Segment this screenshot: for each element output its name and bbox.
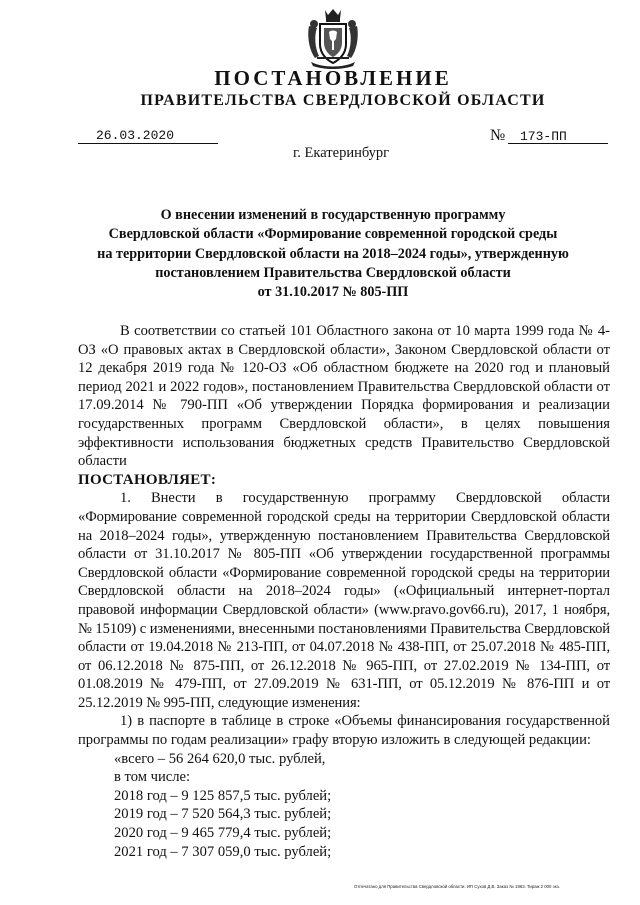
heading-line: постановлением Правительства Свердловской области [155,264,511,281]
print-note: Отпечатано для Правительства Свердловской области. ИП Сухов Д.В. Заказ № 1963. Тираж 2 000 экз. [354,884,560,889]
decree-number: 173-ПП [508,130,608,144]
city-name: г. Екатеринбург [293,145,390,161]
funding-line: 2021 год – 7 307 059,0 тыс. рублей; [114,843,332,860]
decree-body [78,322,610,861]
subitem-1-paragraph: 1) в паспорте в таблице в строке «Объемы финансирования государственной программы по годам реализации» графу вторую изложить в следующей редакции: [78,713,610,749]
heading-line: от 31.10.2017 № 805-ПП [257,284,409,301]
sverdlovsk-coat-of-arms-icon [303,6,363,70]
decree-date: 26.03.2020 [78,128,218,144]
funding-line: 2019 год – 7 520 564,3 тыс. рублей; [114,806,332,823]
funding-line: «всего – 56 264 620,0 тыс. рублей, [114,750,326,767]
decree-number-label: № [490,127,506,144]
decree-heading [60,206,606,302]
heading-line: О внесении изменений в государственную программу [160,207,506,223]
decree-keyword: ПОСТАНОВЛЯЕТ: [78,471,217,488]
funding-line: 2020 год – 9 465 779,4 тыс. рублей; [114,825,332,842]
preamble-paragraph: В соответствии со статьей 101 Областного закона от 10 марта 1999 года № 4-ОЗ «О правовых актах в Свердловской области», Законом Свердловской области от 12 декабря 2019 года № 120-ОЗ «Об областном бюджете на 2020 год и плановый период 2021 и 2022 годов», постановлением Правительства Свердловской области от 17.09.2014 № 790-ПП «Об утверждении Порядка формирования и реализации государственных программ Свердловской области», в целях повышения эффективности использования бюджетных средств Правительство Свердловской области [78,323,610,470]
item-1-paragraph: 1. Внести в государственную программу Свердловской области «Формирование современной городской среды на территории Свердловской области на 2018–2024 годы», утвержденную постановлением Правительства Свердловской области от 31.10.2017 № 805-ПП «Об утверждении государственной программы Свердловской области «Формирование современной городской среды на территории Свердловской области на 2018–2024 годы» («Официальный интернет-портал правовой информации Свердловской области» (www.pravo.gov66.ru), 2017, 1 ноября, № 15109) с изменениями, внесенными постановлениями Правительства Свердловской области от 19.04.2018 № 213-ПП, от 04.07.2018 № 438-ПП, от 25.07.2018 № 485-ПП, от 06.12.2018 № 875-ПП, от 26.12.2018 № 965-ПП, от 27.02.2019 № 134-ПП, от 01.08.2019 № 479-ПП, от 27.09.2019 № 631-ПП, от 05.12.2019 № 876-ПП и от 25.12.2019 № 995-ПП, следующие изменения: [78,490,610,711]
document-title: ПОСТАНОВЛЕНИЕ [214,66,452,90]
funding-line: 2018 год – 9 125 857,5 тыс. рублей; [114,787,332,804]
heading-line: Свердловской области «Формирование современной городской среды [108,226,558,243]
heading-line: на территории Свердловской области на 2018–2024 годы», утвержденную [97,245,569,262]
document-issuer: ПРАВИТЕЛЬСТВА СВЕРДЛОВСКОЙ ОБЛАСТИ [140,92,546,109]
funding-line: в том числе: [114,769,191,786]
